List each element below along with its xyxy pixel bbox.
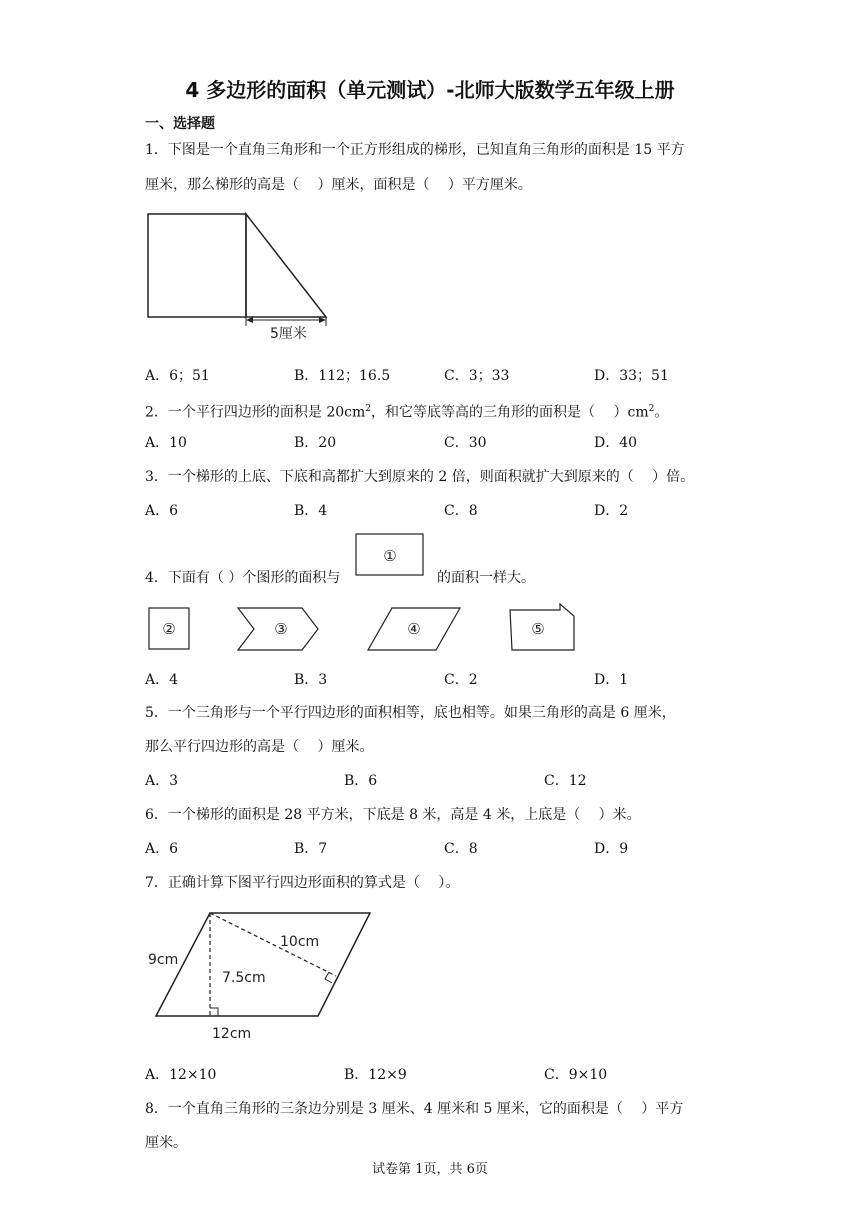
q4-option-a[interactable]: A．4 bbox=[145, 672, 179, 688]
diagonal-height-label: 10cm bbox=[280, 934, 320, 950]
shape-label-4: ④ bbox=[407, 620, 421, 638]
q7-option-a[interactable]: A．12×10 bbox=[145, 1067, 217, 1083]
q1-option-b[interactable]: B．112；16.5 bbox=[294, 368, 391, 384]
shape-label-3: ③ bbox=[274, 620, 288, 638]
q3-option-c[interactable]: C．8 bbox=[444, 503, 478, 519]
q5-option-a[interactable]: A．3 bbox=[145, 773, 179, 789]
q5-option-c[interactable]: C．12 bbox=[544, 773, 587, 789]
page-footer: 试卷第 1页，共 6页 bbox=[372, 1162, 488, 1177]
q4-option-c[interactable]: C．2 bbox=[444, 672, 478, 688]
parallelogram-figure bbox=[140, 900, 380, 1050]
page-title: 4 多边形的面积（单元测试）-北师大版数学五年级上册 bbox=[185, 78, 675, 102]
q2-option-c[interactable]: C．30 bbox=[444, 435, 487, 451]
parallelogram-shape bbox=[156, 913, 370, 1016]
q3-option-a[interactable]: A．6 bbox=[145, 503, 179, 519]
q6-option-d[interactable]: D．9 bbox=[594, 841, 629, 857]
q6-option-b[interactable]: B．7 bbox=[294, 841, 328, 857]
height-label: 7.5cm bbox=[222, 970, 266, 986]
q4-option-d[interactable]: D．1 bbox=[594, 672, 629, 688]
q4-option-b[interactable]: B．3 bbox=[294, 672, 328, 688]
shape-label-5: ⑤ bbox=[531, 620, 545, 638]
question-6-line-1: 6．一个梯形的面积是 28 平方米，下底是 8 米，高是 4 米，上底是（ ）米。 bbox=[145, 807, 641, 823]
q7-option-b[interactable]: B．12×9 bbox=[344, 1067, 407, 1083]
q2-option-a[interactable]: A．10 bbox=[145, 435, 187, 451]
section-heading: 一、选择题 bbox=[145, 116, 215, 132]
q7-option-c[interactable]: C．9×10 bbox=[544, 1067, 608, 1083]
side-label: 9cm bbox=[148, 952, 179, 968]
q1-option-c[interactable]: C．3；33 bbox=[444, 368, 510, 384]
question-8-line-1: 8．一个直角三角形的三条边分别是 3 厘米、4 厘米和 5 厘米，它的面积是（ ）平方 bbox=[145, 1101, 684, 1117]
question-1-line-1: 1．下图是一个直角三角形和一个正方形组成的梯形，已知直角三角形的面积是 15 平方 bbox=[145, 142, 685, 158]
dimension-label: 5厘米 bbox=[270, 326, 307, 342]
question-3-line-1: 3．一个梯形的上底、下底和高都扩大到原来的 2 倍，则面积就扩大到原来的（ ）倍。 bbox=[145, 469, 695, 485]
q1-option-a[interactable]: A．6；51 bbox=[145, 368, 210, 384]
question-4-text-a: 4．下面有（ ）个图形的面积与 bbox=[145, 570, 341, 586]
right-triangle-shape bbox=[246, 214, 326, 317]
shape-label-2: ② bbox=[162, 620, 176, 638]
question-8-line-2: 厘米。 bbox=[145, 1135, 187, 1151]
q6-option-c[interactable]: C．8 bbox=[444, 841, 478, 857]
q5-option-b[interactable]: B．6 bbox=[344, 773, 378, 789]
q1-option-d[interactable]: D．33；51 bbox=[594, 368, 669, 384]
area-shapes-figure bbox=[140, 600, 585, 655]
q3-option-b[interactable]: B．4 bbox=[294, 503, 328, 519]
trapezoid-figure bbox=[140, 206, 340, 346]
q6-option-a[interactable]: A．6 bbox=[145, 841, 179, 857]
q2-option-b[interactable]: B．20 bbox=[294, 435, 337, 451]
question-5-line-1: 5．一个三角形与一个平行四边形的面积相等，底也相等。如果三角形的高是 6 厘米， bbox=[145, 705, 676, 721]
q3-option-d[interactable]: D．2 bbox=[594, 503, 629, 519]
q2-option-d[interactable]: D．40 bbox=[594, 435, 638, 451]
shape-label-1: ① bbox=[383, 547, 397, 565]
base-label: 12cm bbox=[212, 1026, 252, 1042]
question-4-text-b: 的面积一样大。 bbox=[437, 570, 535, 586]
question-2-text: 2．一个平行四边形的面积是 $20cm^2$，和它等底等高的三角形的面积是（ ）$cm^2$。 bbox=[145, 404, 669, 421]
reference-rectangle-figure bbox=[355, 533, 425, 577]
question-7-line-1: 7．正确计算下图平行四边形面积的算式是（ ）。 bbox=[145, 875, 460, 891]
square-shape bbox=[148, 214, 246, 317]
question-5-line-2: 那么平行四边形的高是（ ）厘米。 bbox=[145, 739, 374, 755]
question-1-line-2: 厘米，那么梯形的高是（ ）厘米，面积是（ ）平方厘米。 bbox=[145, 177, 532, 193]
